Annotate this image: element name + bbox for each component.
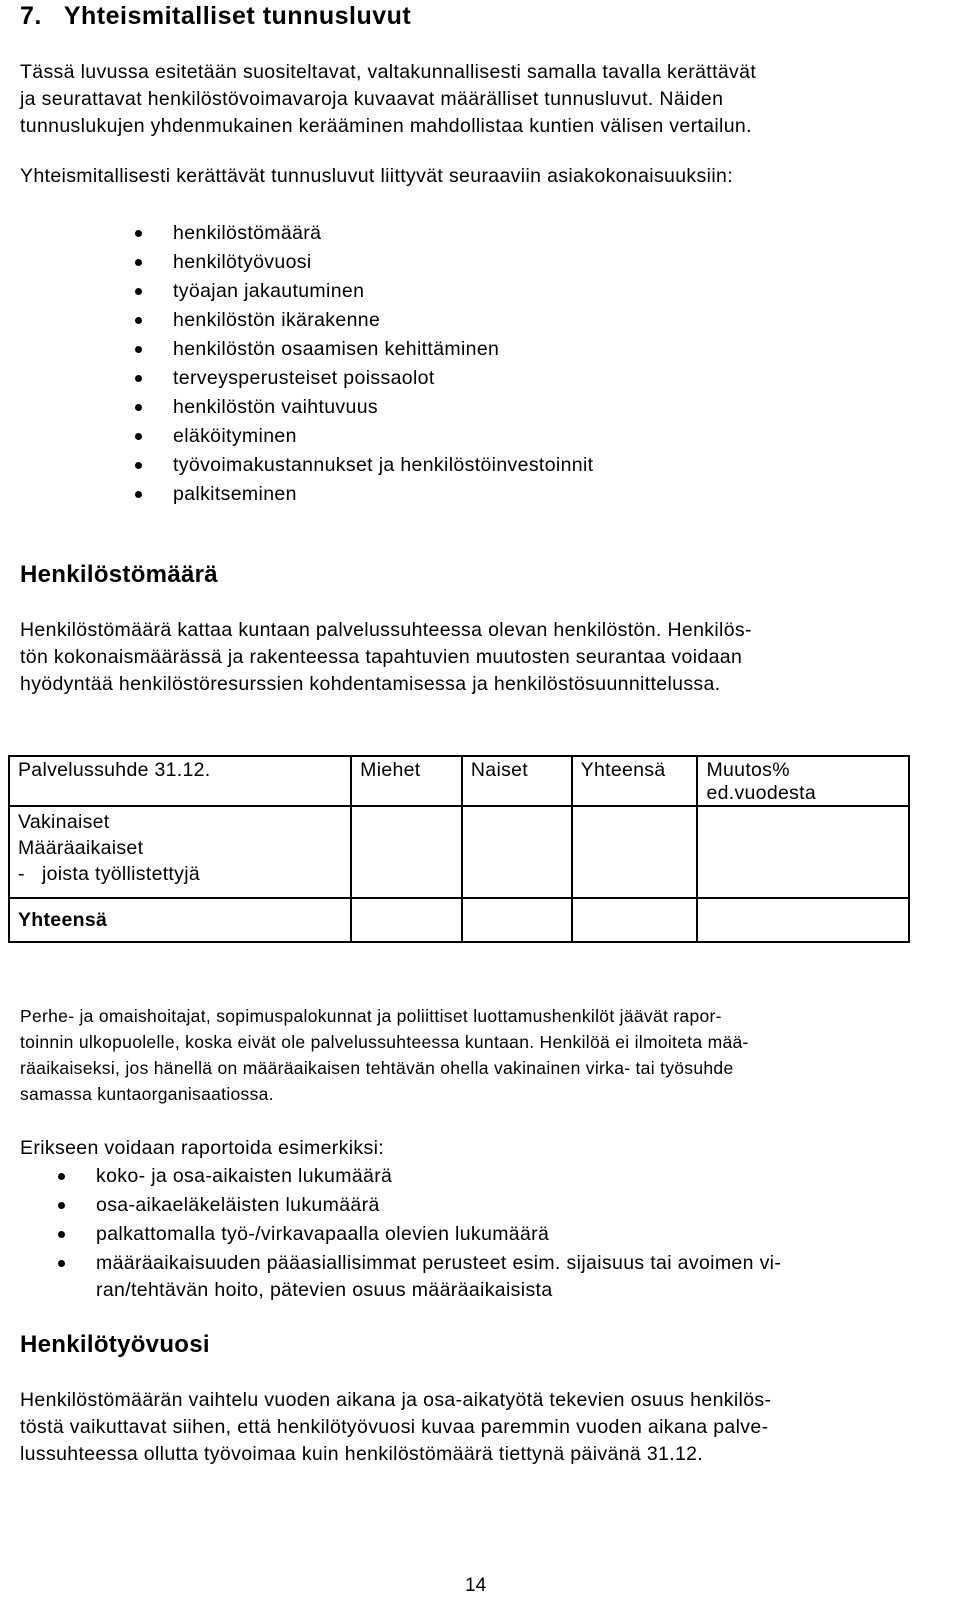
table-header-cell: Naiset	[462, 756, 572, 806]
paragraph-line: Henkilöstömäärä kattaa kuntaan palvelussuhteessa olevan henkilöstön. Henkilös-	[20, 619, 752, 641]
bullet-icon	[135, 404, 142, 411]
table-header-row	[9, 756, 909, 806]
note-line: Perhe- ja omaishoitajat, sopimuspalokunnat ja poliittiset luottamushenkilöt jäävät rapor-	[20, 1006, 722, 1026]
page-number: 14	[465, 1575, 487, 1596]
bullet-icon	[135, 346, 142, 353]
table-cell	[462, 898, 572, 942]
subsection-heading: Henkilöstömäärä	[20, 561, 218, 588]
subsection-heading: Henkilötyövuosi	[20, 1331, 210, 1358]
personnel-table	[8, 755, 910, 943]
paragraph-line: töstä vaikuttavat siihen, että henkilötyövuosi kuvaa paremmin vuoden aikana palve-	[20, 1416, 769, 1438]
separately-item: määräaikaisuuden pääasiallisimmat perusteet esim. sijaisuus tai avoimen vi-	[96, 1252, 782, 1274]
intro-line: tunnuslukujen yhdenmukainen kerääminen mahdollistaa kuntien välisen vertailun.	[20, 115, 752, 137]
topic-item: eläköityminen	[173, 425, 297, 447]
topic-item: henkilötyövuosi	[173, 251, 312, 273]
bullet-icon	[58, 1173, 65, 1180]
bullet-icon	[135, 288, 142, 295]
separately-item: koko- ja osa-aikaisten lukumäärä	[96, 1165, 393, 1187]
table-header-cell: Yhteensä	[572, 756, 698, 806]
topic-item: henkilöstön osaamisen kehittäminen	[173, 338, 500, 360]
note-line: toinnin ulkopuolelle, koska eivät ole palvelussuhteessa kuntaan. Henkilöä ei ilmoiteta mää-	[20, 1032, 749, 1052]
section-heading	[20, 2, 411, 31]
section-number: 7.	[20, 2, 42, 30]
bullet-icon	[135, 462, 142, 469]
note-line: räaikaiseksi, jos hänellä on määräaikaisen tehtävän ohella vakinainen virka- tai työsuhde	[20, 1058, 734, 1078]
intro-line: ja seurattavat henkilöstövoimavaroja kuvaavat määrälliset tunnusluvut. Näiden	[20, 88, 724, 110]
table-cell	[462, 806, 572, 898]
table-cell	[351, 898, 462, 942]
bullet-icon	[135, 375, 142, 382]
table-cell	[572, 898, 698, 942]
table-cell	[351, 806, 462, 898]
paragraph-line: hyödyntää henkilöstöresurssien kohdentamisessa ja henkilöstösuunnittelussa.	[20, 673, 721, 695]
table-header-cell: Palvelussuhde 31.12.	[9, 756, 351, 806]
list-intro: Yhteismitallisesti kerättävät tunnusluvut liittyvät seuraaviin asiakokonaisuuksiin:	[20, 165, 733, 187]
note-line: samassa kuntaorganisaatiossa.	[20, 1084, 274, 1104]
separately-intro: Erikseen voidaan raportoida esimerkiksi:	[20, 1137, 385, 1159]
separately-item-continuation: ran/tehtävän hoito, pätevien osuus määräaikaisista	[96, 1279, 553, 1301]
separately-item: osa-aikaeläkeläisten lukumäärä	[96, 1194, 380, 1216]
paragraph-line: lussuhteessa ollutta työvoimaa kuin henkilöstömäärä tiettynä päivänä 31.12.	[20, 1443, 704, 1465]
topic-item: henkilöstön ikärakenne	[173, 309, 381, 331]
intro-line: Tässä luvussa esitetään suositeltavat, valtakunnallisesti samalla tavalla kerättävät	[20, 61, 757, 83]
topic-item: työajan jakautuminen	[173, 280, 365, 302]
paragraph-line: tön kokonaismäärässä ja rakenteessa tapahtuvien muutosten seurantaa voidaan	[20, 646, 743, 668]
topic-item: työvoimakustannukset ja henkilöstöinvestoinnit	[173, 454, 594, 476]
table-header-cell: Miehet	[351, 756, 462, 806]
table-header-cell: Muutos% ed.vuodesta	[697, 756, 909, 806]
row-label: - joista työllistettyjä	[18, 863, 200, 885]
table-cell	[697, 806, 909, 898]
section-title: Yhteismitalliset tunnusluvut	[63, 2, 412, 30]
bullet-icon	[135, 317, 142, 324]
topic-item: terveysperusteiset poissaolot	[173, 367, 435, 389]
table-total-row	[9, 898, 909, 942]
bullet-icon	[135, 259, 142, 266]
table-cell	[697, 898, 909, 942]
topic-item: henkilöstön vaihtuvuus	[173, 396, 378, 418]
table-cell	[572, 806, 698, 898]
row-label: Vakinaiset	[18, 811, 110, 833]
table-total-label: Yhteensä	[9, 898, 351, 942]
bullet-icon	[58, 1231, 65, 1238]
row-label: Määräaikaiset	[18, 837, 144, 859]
bullet-icon	[135, 491, 142, 498]
paragraph-line: Henkilöstömäärän vaihtelu vuoden aikana ja osa-aikatyötä tekevien osuus henkilös-	[20, 1389, 772, 1411]
bullet-icon	[58, 1202, 65, 1209]
bullet-icon	[135, 230, 142, 237]
bullet-icon	[135, 433, 142, 440]
topic-item: palkitseminen	[173, 483, 297, 505]
table-row	[9, 806, 909, 898]
table-cell	[9, 806, 351, 898]
separately-item: palkattomalla työ-/virkavapaalla olevien lukumäärä	[96, 1223, 550, 1245]
bullet-icon	[58, 1260, 65, 1267]
topic-item: henkilöstömäärä	[173, 222, 322, 244]
